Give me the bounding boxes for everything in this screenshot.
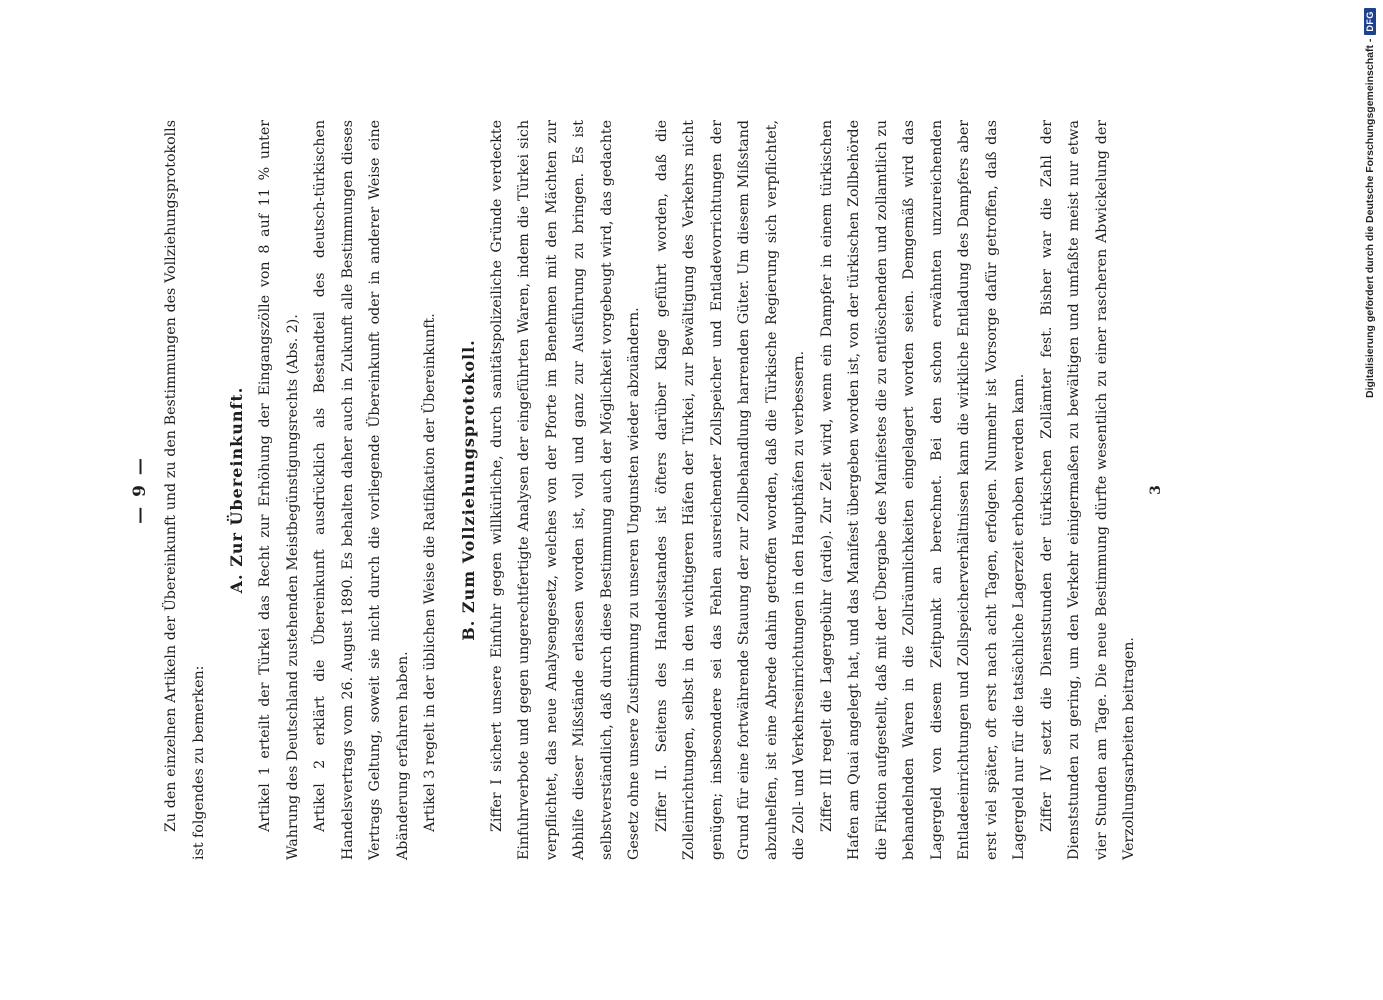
sheet-number: 3 — [1147, 485, 1164, 495]
rotated-page — [130, 120, 1230, 860]
ziffer-2-paragraph: Ziffer II. Seitens des Handelsstandes ist öfters darüber Klage geführt worden, daß die Zolleinrichtungen, selbst in den wichtigeren Häfen der Türkei, zur Bewältigung des Verkehrs nicht genügen; insbesondere sei das Fehlen ausreichender Zollspeicher und Entladevorrichtungen der Grund für eine fortwährende Stauung der zur Zollbehandlung harrenden Güter. Um diesem Mißstand abzuhelfen, ist eine Abrede dahin getroffen worden, daß die Türkische Regierung sich verpflichtet, die Zoll- und Verkehrseinrichtungen in den Haupthäfen zu verbessern. — [653, 120, 807, 860]
section-a-heading: A. Zur Übereinkunft. — [227, 386, 246, 594]
intro-paragraph: Zu den einzelnen Artikeln der Übereinkunft und zu den Bestimmungen des Vollziehungsprotokolls ist folgendes zu bemerken: — [163, 120, 207, 860]
article-2-paragraph: Artikel 2 erklärt die Übereinkunft ausdrücklich als Bestandteil des deutsch-türkischen Handelsvertrags vom 26. August 1890. Es behalten daher auch in Zukunft alle Bestimmungen dieses Vertrags Geltung, soweit sie nicht durch die vorliegende Übereinkunft oder in anderer Weise eine Abänderung erfahren haben. — [312, 120, 411, 860]
page-content — [130, 120, 1230, 860]
ziffer-3-paragraph: Ziffer III regelt die Lagergebühr (ardie). Zur Zeit wird, wenn ein Dampfer in einem türkischen Hafen am Quai angelegt hat, und das Manifest übergeben worden ist, von der türkischen Zollbehörde die Fiktion aufgestellt, daß mit der Übergabe des Manifestes die zu entlöschenden und zollamtlich zu behandelnden Waren in die Zollräumlichkeiten eingelagert worden seien. Demgemäß wird das Lagergeld von diesem Zeitpunkt an berechnet. Bei den schon erwähnten unzureichenden Entladeeinrichtungen und Zollspeicherverhältnissen kann die wirkliche Entladung des Dampfers aber erst viel später, oft erst nach acht Tagen, erfolgen. Nunmehr ist Vorsorge dafür getroffen, daß das Lagergeld nur für die tatsächliche Lagerzeit erhoben werden kann. — [818, 120, 1027, 860]
section-b-heading: B. Zum Vollziehungsprotokoll. — [458, 339, 478, 641]
ziffer-1-paragraph: Ziffer I sichert unsere Einfuhr gegen willkürliche, durch sanitätspolizeiliche Gründe verdeckte Einfuhrverbote und gegen ungerechtfertigte Analysen der eingeführten Waren, indem die Türkei sich verpflichtet, das neue Analysengesetz, welches von der Pforte im Benehmen mit den Mächten zur Abhilfe dieser Mißstände erlassen worden ist, voll und ganz zur Ausführung zu bringen. Es ist selbstverständlich, daß durch diese Bestimmung auch der Möglichkeit vorgebeugt wird, das gedachte Gesetz ohne unsere Zustimmung zu unseren Ungunsten wieder abzuändern. — [488, 120, 642, 860]
ziffer-4-paragraph: Ziffer IV setzt die Dienststunden der türkischen Zollämter fest. Bisher war die Zahl der Dienststunden zu gering, um den Verkehr einigermaßen zu bewältigen und umfaßte meist nur etwa vier Stunden am Tage. Die neue Bestimmung dürfte wesentlich zu einer rascheren Abwickelung der Verzollungsarbeiten beitragen. — [1038, 120, 1137, 860]
banner-inner — [1362, 8, 1378, 398]
page-number: — 9 — — [130, 456, 150, 524]
digitization-banner — [1362, 8, 1378, 398]
dfg-logo-icon: DFG — [1364, 8, 1376, 35]
banner-text: Digitalisierung gefördert durch die Deutsche Forschungsgemeinschaft - — [1364, 38, 1376, 398]
article-1-paragraph: Artikel 1 erteilt der Türkei das Recht zur Erhöhung der Eingangszölle von 8 auf 11 % unter Wahrung des Deutschland zustehenden Meistbegünstigungsrechts (Abs. 2). — [257, 120, 301, 860]
article-3-paragraph: Artikel 3 regelt in der üblichen Weise die Ratifikation der Übereinkunft. — [422, 313, 438, 832]
